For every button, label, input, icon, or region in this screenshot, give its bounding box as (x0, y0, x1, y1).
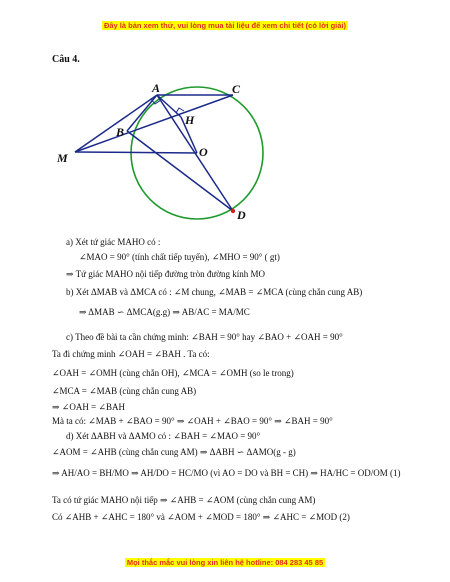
text-line-15: Ta có tứ giác MAHO nội tiếp ⇒ ∠AHB = ∠AOM (cùng chắn cung AM) (52, 495, 316, 505)
line-bd (127, 131, 233, 211)
text-line-6: c) Theo đề bài ta cần chứng minh: ∠BAH = 90° hay ∠BAO + ∠OAH = 90° (66, 332, 343, 342)
text-line-16: Có ∠AHB + ∠AHC = 180° và ∠AOM + ∠MOD = 180° ⇒ ∠AHC = ∠MOD (2) (52, 512, 350, 522)
text-line-5: ⇒ ΔMAB ∽ ΔMCA(g.g) ⇒ AB/AC = MA/MC (79, 307, 250, 317)
text-line-3: ⇒ Tứ giác MAHO nội tiếp đường tròn đường kính MO (66, 269, 266, 279)
text-line-13: ∠AOM = ∠AHB (cùng chắn cung AM) ⇒ ΔABH ∽ ΔAMO(g - g) (52, 447, 296, 457)
header-notice: Đây là bản xem thử, vui lòng mua tài liệu để xem chi tiết (có lời giải) (103, 21, 347, 30)
text-line-9: ∠MCA = ∠MAB (cùng chắn cung AB) (52, 386, 197, 396)
text-line-2: ∠MAO = 90° (tính chất tiếp tuyến), ∠MHO = 90° ( gt) (79, 252, 280, 262)
label-d: D (237, 208, 246, 222)
text-line-11: Mà ta có: ∠MAB + ∠BAO = 90° ⇒ ∠OAH + ∠BAO = 90° ⇒ ∠BAH = 90° (52, 416, 333, 426)
label-h: H (185, 113, 195, 127)
point-d (231, 209, 235, 213)
figure-lines (75, 95, 233, 211)
text-line-8: ∠OAH = ∠OMH (cùng chắn OH), ∠MCA = ∠OMH (so le trong) (52, 368, 294, 378)
right-angle-mark-h (176, 108, 184, 113)
text-line-10: ⇒ ∠OAH = ∠BAH (52, 402, 125, 412)
label-m: M (57, 151, 68, 165)
text-line-4: b) Xét ΔMAB và ΔMCA có : ∠M chung, ∠MAB = ∠MCA (cùng chắn cung AB) (66, 287, 363, 297)
text-line-7: Ta đi chứng minh ∠OAH = ∠BAH . Ta có: (52, 349, 210, 359)
footer-notice: Mọi thắc mắc vui lòng xin liên hệ hotline: 084 283 45 85 (126, 558, 324, 567)
question-title: Câu 4. (52, 54, 80, 65)
label-c: C (232, 82, 241, 96)
label-b: B (116, 125, 125, 139)
text-line-1: a) Xét tứ giác MAHO có : (66, 237, 161, 247)
label-o: O (199, 145, 208, 159)
label-a: A (152, 81, 161, 95)
text-line-12: d) Xét ΔABH và ΔAMO có : ∠BAH = ∠MAO = 90° (66, 431, 261, 441)
line-mo (75, 152, 197, 153)
text-line-14: ⇒ AH/AO = BH/MO ⇒ AH/DO = HC/MO (vì AO = DO và BH = CH) ⇒ HA/HC = OD/OM (1) (52, 468, 401, 478)
